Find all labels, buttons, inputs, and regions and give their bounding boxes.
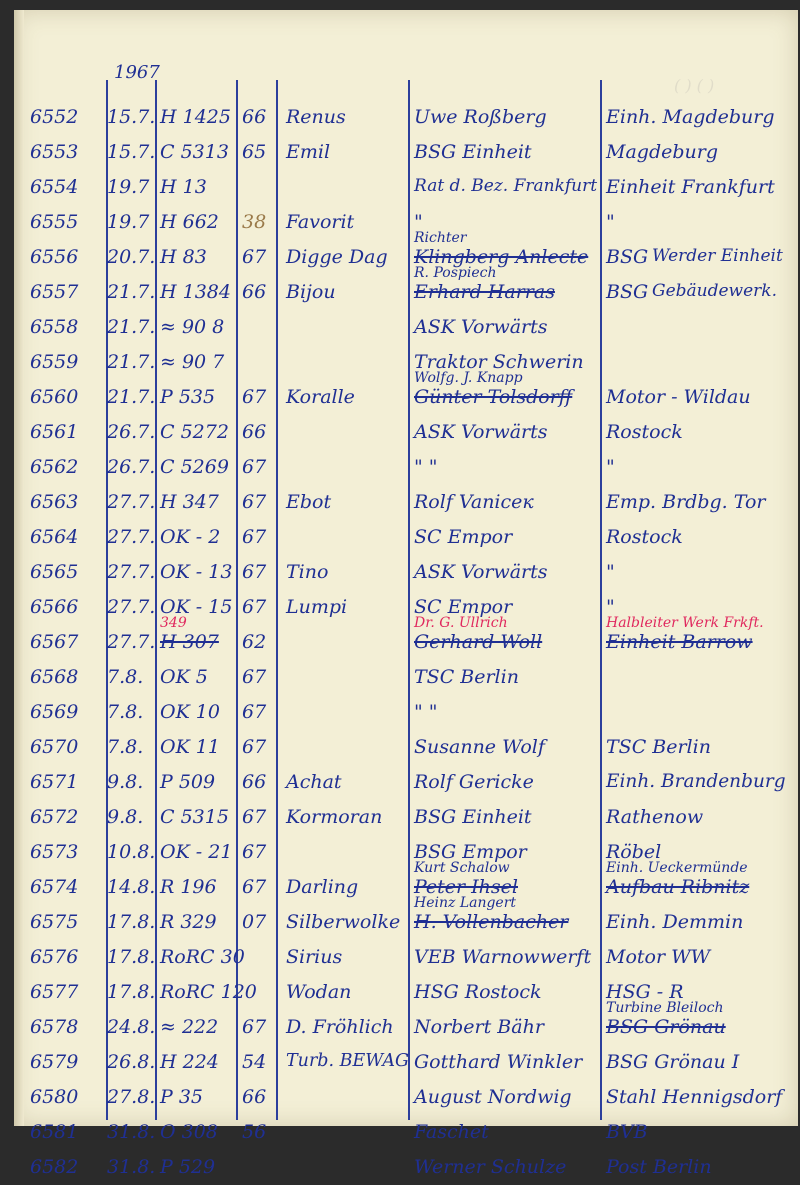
build-year: 67 [242,701,267,723]
entry-date: 10.8. [107,841,156,863]
sail-number-correction: 349 [160,615,187,631]
build-year: 67 [242,561,267,583]
build-year: 67 [242,526,267,548]
table-row [14,485,798,520]
boat-name: Kormoran [286,806,383,828]
owner-name: BSG Empor [414,841,527,863]
entry-number: 6562 [30,456,79,478]
owner-name: HSG Rostock [414,981,542,1003]
sail-number: H 662 [160,211,219,233]
entry-number: 6563 [30,491,79,513]
entry-date: 31.8. [107,1156,156,1178]
owner-name: Rolf Gericke [414,771,534,793]
sail-number: P 509 [160,771,216,793]
sail-number: H 13 [160,176,207,198]
club-name: TSC Berlin [606,736,711,758]
owner-name: BSG Einheit [414,141,532,163]
club-name: Aufbau Ribnitz [606,876,750,898]
table-row [14,205,798,240]
owner-name: Norbert Bähr [414,1016,544,1038]
owner-name: Gerhard Woll [414,631,543,653]
owner-name: " " [414,701,438,723]
build-year: 66 [242,106,267,128]
table-row [14,730,798,765]
club-name: " [606,211,615,233]
table-row [14,265,798,310]
club-name: Rathenow [606,806,704,828]
entry-number: 6556 [30,246,79,268]
owner-name-correction: Kurt Schalow [414,860,510,876]
sail-number: P 529 [160,1156,216,1178]
sail-number: OK - 21 [160,841,233,863]
owner-name: Rolf Vaniceк [414,491,534,513]
owner-name: Traktor Schwerin [414,351,584,373]
club-name: Einh. Demmin [606,911,744,933]
entry-number: 6578 [30,1016,79,1038]
club-name: BSG [606,246,649,268]
table-row [14,695,798,730]
boat-name: Ebot [286,491,332,513]
owner-name: ASK Vorwärts [414,421,548,443]
table-row [14,940,798,975]
club-name-addition: Werder Einheit [652,246,783,266]
entry-date: 21.7. [107,316,156,338]
entry-date: 7.8. [107,701,144,723]
club-name: Post Berlin [606,1156,712,1178]
entry-date: 27.7. [107,561,156,583]
table-row [14,230,798,275]
owner-name: Peter Ihsel [414,876,518,898]
boat-name: Turb. BEWAG [286,1051,410,1071]
sail-number: H 1425 [160,106,231,128]
club-name: " [606,561,615,583]
club-name-correction: Turbine Bleiloch [606,1000,724,1016]
owner-name-correction: Richter [414,230,467,246]
owner-name: ASK Vorwärts [414,316,548,338]
owner-name-correction: Dr. G. Ullrich [414,615,508,631]
build-year: 62 [242,631,267,653]
build-year: 67 [242,736,267,758]
entry-date: 7.8. [107,666,144,688]
owner-name: ASK Vorwärts [414,561,548,583]
table-row [14,345,798,380]
owner-name: Rat d. Bez. Frankfurt [414,176,598,196]
entry-number: 6571 [30,771,79,793]
entry-number: 6557 [30,281,79,303]
entry-number: 6566 [30,596,79,618]
table-row [14,660,798,695]
build-year: 66 [242,421,267,443]
club-name: Einh. Brandenburg [606,771,786,792]
club-name: Magdeburg [606,141,718,163]
table-row [14,415,798,450]
build-year: 07 [242,911,267,933]
entry-date: 15.7. [107,141,156,163]
club-name: BSG [606,281,649,303]
build-year: 67 [242,386,267,408]
entry-date: 26.8. [107,1051,156,1073]
owner-name: SC Empor [414,596,513,618]
build-year: 67 [242,841,267,863]
boat-name: Favorit [286,211,355,233]
table-row [14,135,798,170]
entry-number: 6570 [30,736,79,758]
club-name: Einheit Barrow [606,631,753,653]
sail-number: C 5315 [160,806,229,828]
club-name: BVB [606,1121,648,1143]
sail-number: O 308 [160,1121,218,1143]
table-row [14,860,798,905]
entry-number: 6582 [30,1156,79,1178]
owner-name: Werner Schulze [414,1156,567,1178]
entry-date: 20.7. [107,246,156,268]
owner-name: " [414,211,423,233]
table-row [14,555,798,590]
build-year: 56 [242,1121,267,1143]
entry-number: 6558 [30,316,79,338]
owner-name: Faschet [414,1121,489,1143]
build-year: 67 [242,1016,267,1038]
boat-name: D. Fröhlich [286,1016,394,1038]
owner-name: SC Empor [414,526,513,548]
owner-name-correction: R. Pospiech [414,265,497,281]
entry-date: 19.7 [107,211,150,233]
entry-date: 27.7. [107,526,156,548]
sail-number: C 5269 [160,456,229,478]
entry-date: 21.7. [107,281,156,303]
boat-name: Tino [286,561,329,583]
sail-number: ≈ 90 7 [160,351,225,373]
table-row [14,520,798,555]
sail-number: H 347 [160,491,219,513]
club-name: Motor WW [606,946,711,968]
build-year: 67 [242,596,267,618]
boat-name: Koralle [286,386,355,408]
sail-number: ≈ 222 [160,1016,219,1038]
sail-number: H 224 [160,1051,219,1073]
boat-name: Bijou [286,281,336,303]
entry-date: 7.8. [107,736,144,758]
sail-number: ≈ 90 8 [160,316,225,338]
entry-date: 17.8. [107,911,156,933]
boat-name: Lumpi [286,596,348,618]
build-year: 67 [242,666,267,688]
entry-date: 27.8. [107,1086,156,1108]
year-label: 1967 [114,62,160,83]
entry-number: 6567 [30,631,79,653]
owner-name-correction: Wolfg. J. Knapp [414,370,523,386]
build-year: 66 [242,281,267,303]
owner-name-correction: Heinz Langert [414,895,517,911]
table-row [14,370,798,415]
table-row [14,800,798,835]
sail-number: RoRC 30 [160,946,245,968]
table-row [14,895,798,940]
entry-date: 19.7 [107,176,150,198]
sail-number: H 307 [160,631,219,653]
club-name: HSG - R [606,981,684,1003]
entry-date: 26.7. [107,456,156,478]
table-row [14,170,798,205]
entry-date: 9.8. [107,771,144,793]
sail-number: C 5272 [160,421,229,443]
entry-number: 6579 [30,1051,79,1073]
club-name: Einheit Frankfurt [606,176,775,198]
entry-date: 17.8. [107,946,156,968]
entry-number: 6565 [30,561,79,583]
entry-number: 6581 [30,1121,79,1143]
sail-number: OK 11 [160,736,220,758]
owner-name: Uwe Roßberg [414,106,547,128]
table-row [14,1080,798,1115]
sail-number: C 5313 [160,141,229,163]
sail-number: OK - 13 [160,561,233,583]
owner-name: VEB Warnowwerft [414,946,592,968]
entry-number: 6552 [30,106,79,128]
owner-name: Susanne Wolf [414,736,545,758]
sail-number: OK 10 [160,701,220,723]
club-name-correction: Einh. Ueckermünde [606,860,748,876]
table-row [14,1045,798,1080]
build-year: 67 [242,806,267,828]
club-name: Motor - Wildau [606,386,751,408]
build-year: 66 [242,1086,267,1108]
build-year: 65 [242,141,267,163]
owner-name: Gotthard Winkler [414,1051,583,1073]
entry-date: 14.8. [107,876,156,898]
sail-number: H 83 [160,246,207,268]
sail-number: OK - 15 [160,596,233,618]
table-row [14,765,798,800]
club-name: Rostock [606,421,683,443]
bleed-through-text: ( ) ( ) [674,76,715,95]
entry-date: 31.8. [107,1121,156,1143]
entry-date: 21.7. [107,351,156,373]
entry-number: 6580 [30,1086,79,1108]
entry-number: 6573 [30,841,79,863]
entry-number: 6569 [30,701,79,723]
table-row [14,450,798,485]
build-year: 38 [242,211,267,233]
entry-number: 6568 [30,666,79,688]
owner-name: Günter Tolsdorff [414,386,573,408]
entry-number: 6553 [30,141,79,163]
entry-number: 6559 [30,351,79,373]
entry-date: 17.8. [107,981,156,1003]
boat-name: Digge Dag [286,246,388,268]
entry-date: 27.7. [107,631,156,653]
sail-number: OK - 2 [160,526,221,548]
entry-number: 6561 [30,421,79,443]
club-name: BSG Grönau [606,1016,726,1038]
entry-date: 26.7. [107,421,156,443]
boat-name: Renus [286,106,346,128]
build-year: 54 [242,1051,267,1073]
entry-number: 6560 [30,386,79,408]
owner-name: BSG Einheit [414,806,532,828]
owner-name: August Nordwig [414,1086,572,1108]
table-row [14,1115,798,1150]
owner-name: TSC Berlin [414,666,519,688]
club-name: BSG Grönau I [606,1051,740,1073]
club-name-addition: Gebäudewerk. [652,281,777,301]
boat-name: Sirius [286,946,343,968]
entry-date: 9.8. [107,806,144,828]
build-year: 67 [242,491,267,513]
entry-number: 6576 [30,946,79,968]
entry-number: 6575 [30,911,79,933]
boat-name: Achat [286,771,342,793]
sail-number: R 329 [160,911,217,933]
entry-number: 6572 [30,806,79,828]
boat-name: Wodan [286,981,352,1003]
owner-name: " " [414,456,438,478]
sail-number: P 535 [160,386,216,408]
entry-date: 27.7. [107,491,156,513]
entry-number: 6574 [30,876,79,898]
club-name: " [606,456,615,478]
boat-name: Emil [286,141,331,163]
club-name-correction: Halbleiter Werk Frkft. [606,615,764,631]
club-name: Einh. Magdeburg [606,106,775,128]
build-year: 67 [242,246,267,268]
entry-date: 15.7. [107,106,156,128]
owner-name: Erhard Harras [414,281,555,303]
build-year: 67 [242,876,267,898]
sail-number: OK 5 [160,666,208,688]
table-row [14,615,798,660]
ledger-page [14,10,798,1178]
boat-name: Darling [286,876,359,898]
club-name: Röbel [606,841,662,863]
table-row [14,310,798,345]
entry-number: 6564 [30,526,79,548]
owner-name: Klingberg Anlecte [414,246,589,268]
club-name: Rostock [606,526,683,548]
club-name: Stahl Hennigsdorf [606,1086,783,1108]
club-name: " [606,596,615,618]
table-row [14,1000,798,1045]
table-row [14,1150,798,1185]
entry-date: 27.7. [107,596,156,618]
entry-date: 21.7. [107,386,156,408]
table-row [14,100,798,135]
entry-date: 24.8. [107,1016,156,1038]
boat-name: Silberwolke [286,911,401,933]
entry-number: 6555 [30,211,79,233]
entry-number: 6554 [30,176,79,198]
sail-number: R 196 [160,876,217,898]
sail-number: H 1384 [160,281,231,303]
sail-number: P 35 [160,1086,204,1108]
sail-number: RoRC 120 [160,981,257,1003]
owner-name: H. Vollenbacher [414,911,569,933]
entry-number: 6577 [30,981,79,1003]
club-name: Emp. Brdbg. Tor [606,491,766,513]
build-year: 67 [242,456,267,478]
build-year: 66 [242,771,267,793]
